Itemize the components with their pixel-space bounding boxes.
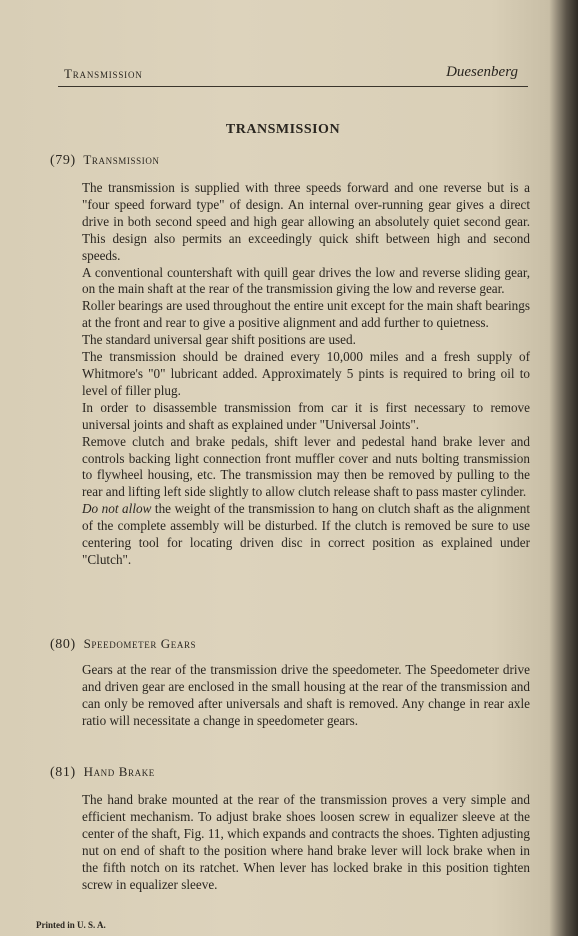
paragraph: The transmission is supplied with three speeds forward and one reverse but is a "four speed forward type" of design. An internal over-running gear gives a direct drive in both second speed and high gear allowing an absolutely quiet second gear. This design also permits an exceedingly quick shift between high and second speeds.	[82, 180, 530, 263]
section-heading-81	[50, 764, 155, 781]
header-section-name: Transmission	[64, 66, 143, 81]
paragraph: The transmission should be drained every 10,000 miles and a fresh supply of Whitmore's "0" lubricant added. Approximately 5 pints is required to bring oil to level of filler plug.	[82, 349, 530, 398]
page-title: TRANSMISSION	[225, 122, 341, 137]
header-brand-name: Duesenberg	[446, 64, 518, 80]
paragraph: In order to disassemble transmission from car it is first necessary to remove universal joints and shaft as explained under "Universal Joints".	[82, 399, 530, 432]
section-title: Hand Brake	[83, 764, 155, 779]
section-heading-80	[50, 636, 196, 653]
section-body-79	[82, 180, 530, 569]
section-title: Transmission	[83, 152, 160, 167]
section-body-81	[82, 792, 530, 893]
paragraph-continuation: the weight of the transmission to hang on clutch shaft as the alignment of the complete assembly will be disturbed. If the clutch is removed be sure to use centering tool for locating driven disc in correct position as explained under "Clutch".	[82, 501, 530, 567]
paragraph: A conventional countershaft with quill gear drives the low and reverse sliding gear, on the main shaft at the rear of the transmission giving the low and reverse gear.	[82, 264, 530, 297]
paragraph: The standard universal gear shift positions are used.	[82, 332, 356, 348]
section-heading-79	[50, 152, 160, 169]
print-footer: Printed in U. S. A.	[36, 920, 106, 930]
section-number: (80)	[50, 637, 76, 652]
paragraph: The hand brake mounted at the rear of the transmission proves a very simple and efficient mechanism. To adjust brake shoes loosen screw in equalizer sleeve at the center of the shaft, Fig. 11, which expands and contracts the shoes. Tighten adjusting nut on end of shaft to the position where hand brake lever will lock brake when in the fifth notch on its ratchet. When lever has locked brake in this position tighten screw in equalizer sleeve.	[82, 792, 530, 892]
paragraph-warning	[82, 501, 530, 569]
paragraph: Gears at the rear of the transmission drive the speedometer. The Speedometer drive and driven gear are enclosed in the small housing at the rear of the transmission and can only be removed after universals and shaft is removed. Any change in rear axle ratio will necessitate a change in speedometer gears.	[82, 662, 530, 728]
section-number: (79)	[50, 153, 76, 168]
paragraph: Remove clutch and brake pedals, shift lever and pedestal hand brake lever and controls backing light connection front muffler cover and nuts bolting transmission to flywheel housing, etc. The transmission may then be removed by pulling to the rear and lifting left side slightly to allow clutch release shaft to pass master cylinder.	[82, 433, 530, 500]
section-body-80	[82, 662, 530, 730]
emphasis-text: Do not allow	[82, 501, 152, 517]
section-number: (81)	[50, 765, 76, 780]
section-title: Speedometer Gears	[83, 636, 197, 651]
running-header	[58, 62, 528, 87]
paragraph: Roller bearings are used throughout the entire unit except for the main shaft bearings at the front and rear to give a positive alignment and add further to quietness.	[82, 298, 530, 331]
